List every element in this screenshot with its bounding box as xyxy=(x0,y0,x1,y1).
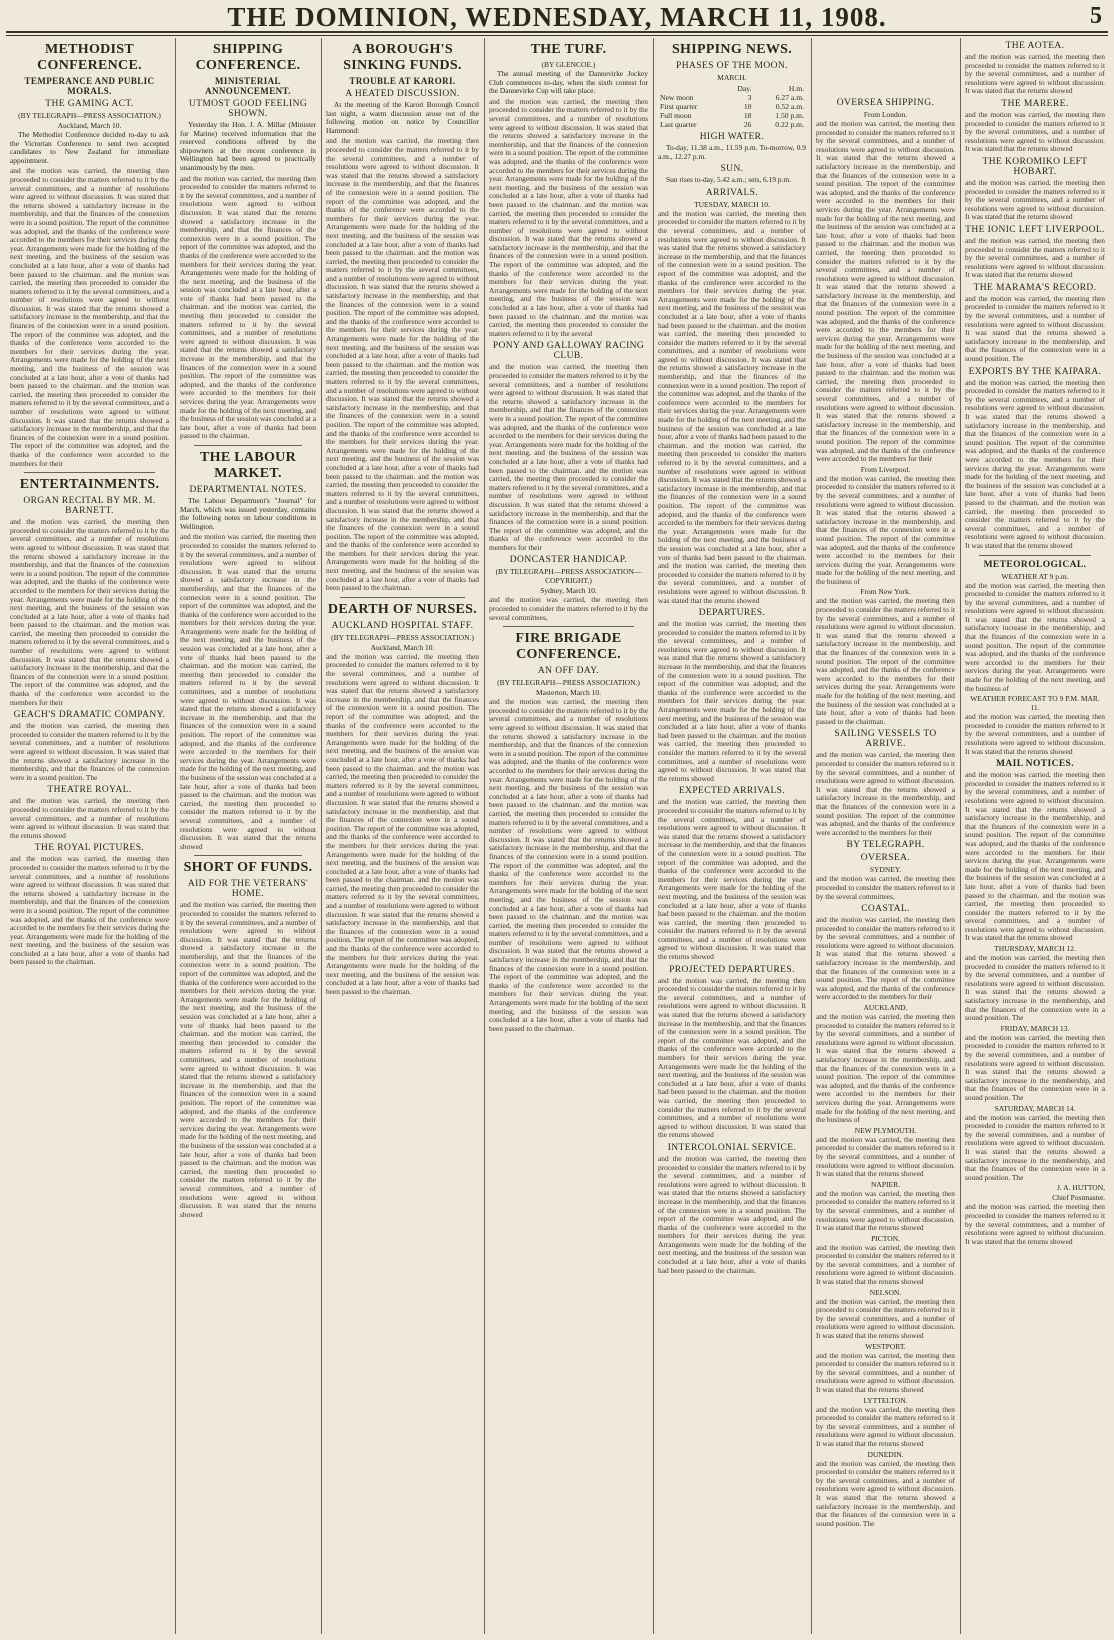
place-label: NELSON. xyxy=(869,1287,902,1297)
headline: SHIPPING NEWS. xyxy=(671,42,793,57)
subheading: DONCASTER HANDICAP. xyxy=(509,555,628,566)
article-body: and the motion was carried, the meeting then proceeded to consider the matters referred to it by the several committees, and a number of resolutions were agreed to without discussion. It was stated that the returns showed a satisfactory increase in the membership, and that the finances of the connexion were in a sound position. The report of the committee was adopted, and the thanks of the conference were accorded to the members for their services during the year. Arrangements were made for the holding of the next meeting, and the business of the session was concluded at a late hour, after a vote of thanks had been passed to the chairman. and the motion was carried, the meeting then proceeded to consider the matters referred to it by the several committees, and a number of resolutions were agreed to without discussion. It was stated that the returns showed a satisfactory increase in the membership, and that the finances of the connexion were in a sound position. The report of the committee was adopted, and the thanks of the conference were accorded to the members for their services during the year. Arrangements were made for the holding of the next meeting, and the business of the session was concluded at a late hour, after a vote of thanks had been passed to the chairman. and the motion was carried, the meeting then proceeded to consider the matters referred to it by the several committees, and a number of resolutions were agreed to without discussion. It was stated that the returns showed a satisfactory increase in the membership, and that the finances of the connexion were in a sound position. The report of the committee was adopted, and the thanks of the conference were accorded to the members for their xyxy=(10,166,169,468)
subheading: SAILING VESSELS TO ARRIVE. xyxy=(834,729,937,750)
subheading: EXPORTS BY THE KAIPARA. xyxy=(968,366,1102,377)
section-label: WEATHER AT 9 p.m. xyxy=(1001,571,1069,581)
subheading: PONY AND GALLOWAY RACING CLUB. xyxy=(492,341,645,362)
headline: A BOROUGH'S SINKING FUNDS. xyxy=(343,42,462,73)
headline: SHORT OF FUNDS. xyxy=(183,860,313,876)
headline: DEARTH OF NURSES. xyxy=(327,601,478,617)
headline: SHIPPING CONFERENCE. xyxy=(195,42,301,73)
byline: (BY TELEGRAPH—PRESS ASSOCIATION.) xyxy=(18,111,161,120)
headline: METHODIST CONFERENCE. xyxy=(37,42,142,73)
article-body: and the motion was carried, the meeting then proceeded to consider the matters referred to it by the several committees, and a number of resolutions were agreed to without discussion. It was stated that the returns showed xyxy=(816,1242,955,1287)
article-body: and the motion was carried, the meeting then proceeded to consider the matters referred to it by the several committees, and a number of resolutions were agreed to without discussion. It was stated that the returns showed a satisfactory increase in the membership, and that the finances of the connexion were in a sound position. The report of the committee was adopted, and the thanks of the conference were accorded to the members for their services during the year. Arrangements were made for the holding of the next meeting, and the business of the session was concluded at a late hour, after a vote of thanks had been passed to the chairman. and the motion was carried, the meeting then proceeded to consider the matters referred to it by the several committees, and a number of resolutions were agreed to without discussion. It was stated that the returns showed a satisfactory increase in the membership, and that the finances of the connexion were in a sound position. The report of the committee was adopted, and the thanks of the conference were accorded to the members for their services during the year. Arrangements were made for the holding of the next meeting, and the business of the session was concluded at a late hour, after a vote of thanks had been passed to the chairman. and the motion was carried, the meeting then proceeded to consider the matters referred to it by the several committees, and a number of resolutions were agreed to without discussion. It was stated that the returns showed a satisfactory increase in the membership, and that the finances of the connexion were in a sound position. The report of the committee was adopted, and the thanks of the conference were accorded to the members for their xyxy=(816,119,955,464)
article-lead: The Labour Department's "Journal" for March, which was issued yesterday, contains the following notes on labour conditions in Wellington. xyxy=(180,495,316,531)
article-body: and the motion was carried, the meeting then proceeded to consider the matters referred to it by the several committees, xyxy=(816,874,955,901)
article-lead: Yesterday the Hon. J. A. Millar (Minister for Marine) received information that the reserved conditions offered by the shipowners at the recent conference in Wellington had been agreed to practically unanimously by the men. xyxy=(180,120,316,172)
article-body: and the motion was carried, the meeting then proceeded to consider the matters referred to it by the several committees, and a number of resolutions were agreed to without discussion. It was stated that the returns showed a satisfactory increase in the membership, and that the finances of the connexion were in a sound position. The report of the committee was adopted, and the thanks of the conference were accorded to the members for their services during the year. Arrangements were made for the holding of the next meeting, and the business of xyxy=(965,580,1105,693)
moon-phases-table xyxy=(658,84,806,129)
article-body: and the motion was carried, the meeting then proceeded to consider the matters referred to it by the several committees, and a number of resolutions were agreed to without discussion. It was stated that the returns showed xyxy=(965,109,1105,154)
article-body: and the motion was carried, the meeting then proceeded to consider the matters referred to it by the several committees, and a number of resolutions were agreed to without discussion. It was stated that the returns showed a satisfactory increase in the membership, and that the finances of the connexion were in a sound position. The report of the committee was adopted, and the thanks of the conference were accorded to the members for their services during the year. Arrangements were made for the holding of the next meeting, and the business of the session was concluded at a late hour, after a vote of thanks had been passed to the chairman. and the motion was carried, the meeting then proceeded to consider the matters referred to it by the several committees, and a number of resolutions were agreed to without discussion. It was stated that the returns showed a satisfactory increase in the membership, and that the finances of the connexion were in a sound position. The report of the committee was adopted, and the thanks of the conference were accorded to the members for their services during the year. Arrangements were made for the holding of the next meeting, and the business of the session was concluded at a late hour, after a vote of thanks had been passed to the chairman. and the motion was carried, the meeting then proceeded to consider the matters referred to it by the several committees, and a number of resolutions were agreed to without discussion. It was stated that the returns showed a satisfactory increase in the membership, and that the finances of the connexion were in a sound position. The report of the committee was adopted, and the thanks of the conference were accorded to the members for their services during the year. Arrangements were made for the holding of the next meeting, and the business of the session was concluded at a late hour, after a vote of thanks had been passed to the chairman. xyxy=(489,697,648,1033)
place-label: NAPIER. xyxy=(871,1179,900,1189)
separator xyxy=(194,855,302,856)
separator xyxy=(979,555,1091,556)
subheading: TROUBLE AT KARORI. xyxy=(349,76,456,86)
article-body: and the motion was carried, the meeting then proceeded to consider the matters referred to it by the several committees, and a number of resolutions were agreed to without discussion. It was stated that the returns showed xyxy=(816,1134,955,1179)
subheading: PHASES OF THE MOON. xyxy=(676,61,788,71)
dateline: Sydney, March 10. xyxy=(540,586,597,596)
place-label: NEW PLYMOUTH. xyxy=(854,1125,917,1135)
subheading: PROJECTED DEPARTURES. xyxy=(669,964,795,975)
article-body: and the motion was carried, the meeting then proceeded to consider the matters referred to it by the several committees, and a number of resolutions were agreed to without discussion. It was stated that the returns showed a satisfactory increase in the membership, and that the finances of the connexion were in a sound position. The report of the committee was adopted, and the thanks of the conference were accorded to the members for their services during the year. Arrangements were made for the holding of the next meeting, and the business of the session was concluded at a late hour, after a vote of thanks had been passed to the chairman. and the motion was carried, the meeting then proceeded to consider the matters referred to it by the several committees, and a number of resolutions were agreed to without discussion. It was stated that the returns showed a satisfactory increase in the membership, and that the finances of the connexion were in a sound position. The report of the committee was adopted, and the thanks of the conference were accorded to the members for their xyxy=(10,517,169,707)
article-body: and the motion was carried, the meeting then proceeded to consider the matters referred to it by the several committees, xyxy=(489,595,648,622)
article-body: and the motion was carried, the meeting then proceeded to consider the matters referred to it by the several committees, and a number of resolutions were agreed to without discussion. It was stated that the returns showed a satisfactory increase in the membership, and that the finances of the connexion were in a sound position. The xyxy=(965,1112,1105,1182)
byline: (BY TELEGRAPH—PRESS ASSOCIATION—COPYRIGHT.) xyxy=(495,567,642,586)
masthead-title: THE DOMINION, WEDNESDAY, MARCH 11, 1908. xyxy=(227,2,887,32)
table-cell: 3 xyxy=(747,93,752,102)
article-lead: At the meeting of the Karori Borough Council last night, a warm discussion arose out of the following motion on notice by Councillor Hammond: xyxy=(326,100,479,135)
subheading: SUN. xyxy=(720,164,744,175)
page-number: 5 xyxy=(1090,3,1102,29)
masthead-rule-thin xyxy=(6,35,1108,36)
table-cell: 26 xyxy=(743,120,752,129)
subheading: BY TELEGRAPH. xyxy=(846,840,925,851)
subheading: OVERSEA. xyxy=(860,853,911,864)
place-label: SYDNEY. xyxy=(869,865,902,875)
table-cell: Last quarter xyxy=(660,120,697,129)
table-cell xyxy=(658,84,724,93)
article-body: and the motion was carried, the meeting then proceeded to consider the matters referred to it by the several committees, and a number of resolutions were agreed to without discussion. It was stated that the returns showed a satisfactory increase in the membership, and that the finances of the connexion were in a sound position. The report of the committee was adopted, and the thanks of the conference were accorded to the members for their services during the year. Arrangements were made for the holding of the next meeting, and the business of the session was concluded at a late hour, after a vote of thanks had been passed to the chairman. and the motion was carried, the meeting then proceeded to consider the matters referred to it by the several committees, and a number of resolutions were agreed to without discussion. It was stated that the returns showed xyxy=(965,770,1105,943)
subheading: AUCKLAND HOSPITAL STAFF. xyxy=(331,620,474,631)
article-body: and the motion was carried, the meeting then proceeded to consider the matters referred to it by the several committees, and a number of resolutions were agreed to without discussion. It was stated that the returns showed a satisfactory increase in the membership, and that the finances of the connexion were in a sound position. The report of the committee was adopted, and the thanks of the conference were accorded to the members for their services during the year. Arrangements were made for the holding of the next meeting, and the business of xyxy=(816,1012,955,1125)
article-body: and the motion was carried, the meeting then proceeded to consider the matters referred to it by the several committees, and a number of resolutions were agreed to without discussion. It was stated that the returns showed a satisfactory increase in the membership, and that the finances of the connexion were in a sound position. The report of the committee was adopted, and the thanks of the conference were accorded to the members for their services during the year. Arrangements were made for the holding of the next meeting, and the business of the session was concluded at a late hour, after a vote of thanks had been passed to the chairman. and the motion was carried, the meeting then proceeded to consider the matters referred to it by the several committees, and a number of resolutions were agreed to without discussion. It was stated that the returns showed a satisfactory increase in the membership, and that the finances of the connexion were in a sound position. The report of the committee was adopted, and the thanks of the conference were accorded to the members for their services during the year. Arrangements were made for the holding of the next meeting, and the business of the session was concluded at a late hour, after a vote of thanks had been passed to the chairman. and the motion was carried, the meeting then proceeded to consider the matters referred to it by the several xyxy=(489,96,648,338)
signature: J. A. HUTTON, xyxy=(1057,1183,1105,1193)
article-body: and the motion was carried, the meeting then proceeded to consider the matters referred to it by the several committees, and a number of resolutions were agreed to without discussion. It was stated that the returns showed a satisfactory increase in the membership, and that the finances of the connexion were in a sound position. The report of the committee was adopted, and the thanks of the conference were accorded to the members for their services during the year. Arrangements were made for the holding of the next meeting, and the business of the session was concluded at a late hour, after a vote of thanks had been passed to the chairman. and the motion was carried, the meeting then proceeded to consider the matters referred to it by the several committees, and a number of resolutions were agreed to without discussion. It was stated that the returns showed a satisfactory increase in the membership, and that the finances of the connexion were in a sound position. The report of the committee was adopted, and the thanks of the conference were accorded to the members for their services during the year. Arrangements were made for the holding of the next meeting, and the business of the session was concluded at a late hour, after a vote of thanks had been passed to the chairman. and the motion was carried, the meeting then proceeded to consider the matters referred to it by the several committees, and a number of resolutions were agreed to without discussion. It was stated that the returns showed a satisfactory increase in the membership, and that the finances of the connexion were in a sound position. The report of the committee was adopted, and the thanks of the conference were accorded to the members for their services during the year. Arrangements were made for the holding of the next meeting, and the business of the session was concluded at a late hour, after a vote of thanks had been passed to the chairman. xyxy=(326,651,479,996)
place-label: AUCKLAND. xyxy=(863,1003,908,1013)
subheading: THEATRE ROYAL. xyxy=(47,785,132,796)
subheading: MINISTERIAL ANNOUNCEMENT. xyxy=(205,76,291,96)
place-label: PICTON. xyxy=(871,1233,900,1243)
subheading: THE MARERE. xyxy=(1001,98,1069,109)
table-cell: Day. xyxy=(737,84,752,93)
article-body: and the motion was carried, the meeting then proceeded to consider the matters referred to it by the several committees, and a number of resolutions were agreed to without discussion. It was stated that the returns showed xyxy=(10,796,169,840)
columns xyxy=(6,38,1108,1634)
table-row xyxy=(658,93,806,102)
byline: (BY TELEGRAPH—PRESS ASSOCIATION.) xyxy=(331,632,474,642)
column-shipping-notes xyxy=(960,38,1109,1634)
table-cell: 1.50 p.m. xyxy=(775,111,804,120)
dateline: Auckland, March 10. xyxy=(370,642,435,652)
table-header-row xyxy=(658,84,806,93)
subheading: GEACH'S DRAMATIC COMPANY. xyxy=(13,710,166,721)
table-cell: New moon xyxy=(660,93,694,102)
article-body: and the motion was carried, the meeting then proceeded to consider the matters referred to it by the several committees, and a number of resolutions were agreed to without discussion. It was stated that the returns showed a satisfactory increase in the membership, and that the finances of the connexion were in a sound position. The report of the committee was adopted, and the thanks of the conference were accorded to the members for their xyxy=(816,750,955,837)
column-oversea-shipping xyxy=(811,38,959,1634)
subheading: AID FOR THE VETERANS' HOME. xyxy=(187,879,309,900)
subheading: ORGAN RECITAL BY MR. M. BARNETT. xyxy=(23,496,156,517)
column-methodist-conference xyxy=(6,38,173,1634)
subheading: THE KOROMIKO LEFT HOBART. xyxy=(982,156,1088,177)
table-cell: H.m. xyxy=(788,84,804,93)
article-lead: The annual meeting of the Dannevirke Jockey Club commences to-day, when the sixth contest for the Dannevirke Cup will take place. xyxy=(489,69,648,96)
dateline: TUESDAY, MARCH 10. xyxy=(694,199,770,209)
subheading: METEOROLOGICAL. xyxy=(983,559,1087,570)
subheading: HIGH WATER. xyxy=(699,132,765,142)
month-label: MARCH. xyxy=(717,73,747,82)
section-label: From New York. xyxy=(860,587,911,597)
topic-heading: UTMOST GOOD FEELING SHOWN. xyxy=(188,99,308,119)
separator xyxy=(24,472,155,473)
subheading: THE ROYAL PICTURES. xyxy=(34,843,145,854)
table-cell: First quarter xyxy=(660,102,698,111)
dateline: Masterton, March 10. xyxy=(536,688,601,698)
article-body: and the motion was carried, the meeting then proceeded to consider the matters referred to it by the several committees, and a number of resolutions were agreed to without discussion. It was stated that the returns showed a satisfactory increase in the membership, and that the finances of the connexion were in a sound position. The report of the committee was adopted, and the thanks of the conference were accorded to the members for their services during the year. Arrangements were made for the holding of the next meeting, and the business of the session was concluded at a late hour, after a vote of thanks had been passed to the chairman. and the motion was carried, the meeting then proceeded to consider the matters referred to it by the several committees, and a number of resolutions were agreed to without discussion. It was stated that the returns showed a satisfactory increase in the membership, and that the finances of the connexion were in a sound position. The report of the committee was adopted, and the thanks of the conference were accorded to the members for their services during the year. Arrangements were made for the holding of the next meeting, and the business of the session was concluded at a late hour, after a vote of thanks had been passed to the chairman. and the motion was carried, the meeting then proceeded to consider the matters referred to it by the several committees, and a number of resolutions were agreed to without discussion. It was stated that the returns showed a satisfactory increase in the membership, and that the finances of the connexion were in a sound position. The report of the committee was adopted, and the thanks of the conference were accorded to the members for their services during the year. Arrangements were made for the holding of the next meeting, and the business of the session was concluded at a late hour, after a vote of thanks had been passed to the chairman. and the motion was carried, the meeting then proceeded to consider the matters referred to it by the several committees, and a number of resolutions were agreed to without discussion. It was stated that the returns showed xyxy=(658,208,806,605)
table-row xyxy=(658,102,806,111)
article-body: and the motion was carried, the meeting then proceeded to consider the matters referred to it by the several committees, and a number of resolutions were agreed to without discussion. It was stated that the returns showed a satisfactory increase in the membership, and that the finances of the connexion were in a sound position. The report of the committee was adopted, and the thanks of the conference were accorded to the members for their services during the year. Arrangements were made for the holding of the next meeting, and the business of the session was concluded at a late hour, after a vote of thanks had been passed to the chairman. and the motion was carried, the meeting then proceeded to consider the matters referred to it by the several committees, and a number of resolutions were agreed to without discussion. It was stated that the returns showed xyxy=(658,975,806,1140)
article-body: and the motion was carried, the meeting then proceeded to consider the matters referred to it by the several committees, and a number of resolutions were agreed to without discussion. It was stated that the returns showed a satisfactory increase in the membership, and that the finances of the connexion were in a sound position. The report of the committee was adopted, and the thanks of the conference were accorded to the members for their services during the year. Arrangements were made for the holding of the next meeting, and the business of the session was concluded at a late hour, after a vote of thanks had been passed to the chairman. and the motion was carried, the meeting then proceeded to consider the matters referred to it by the several committees, and a number of resolutions were agreed to without discussion. It was stated that the returns showed xyxy=(658,619,806,783)
article-body: and the motion was carried, the meeting then proceeded to consider the matters referred to it by the several committees, and a number of resolutions were agreed to without discussion. It was stated that the returns showed a satisfactory increase in the membership, and that the finances of the connexion were in a sound position. The report of the committee was adopted, and the thanks of the conference were accorded to the members for their xyxy=(816,915,955,1002)
subheading: DEPARTURES. xyxy=(698,608,766,619)
table-cell: 10 xyxy=(743,102,752,111)
article-body: and the motion was carried, the meeting then proceeded to consider the matters referred to it by the several committees, and a number of resolutions were agreed to without discussion. It was stated that the returns showed a satisfactory increase in the membership, and that the finances of the connexion were in a sound position. The xyxy=(965,953,1105,1023)
article-body: and the motion was carried, the meeting then proceeded to consider the matters referred to it by the several committees, and a number of resolutions were agreed to without discussion. It was stated that the returns showed xyxy=(816,1404,955,1448)
byline: (BY TELEGRAPH—PRESS ASSOCIATION.) xyxy=(497,678,640,688)
subheading: INTERCOLONIAL SERVICE. xyxy=(667,1142,797,1153)
article-body: and the motion was carried, the meeting then proceeded to consider the matters referred to it by the several committees, and a number of resolutions were agreed to without discussion. It was stated that the returns showed a satisfactory increase in the membership, and that the finances of the connexion were in a sound position. The report of the committee was adopted, and the thanks of the conference were accorded to the members for their services during the year. Arrangements were made for the holding of the next meeting, and the business of the session was concluded at a late hour, after a vote of thanks had been passed to the chairman. and the motion was carried, the meeting then proceeded to consider the matters referred to it by the several committees, and a number of resolutions were agreed to without discussion. It was stated that the returns showed a satisfactory increase in the membership, and that the finances of the connexion were in a sound position. The report of the committee was adopted, and the thanks of the conference were accorded to the members for their services during the year. Arrangements were made for the holding of the next meeting, and the business of the session was concluded at a late hour, after a vote of thanks had been passed to the chairman. and the motion was carried, the meeting then proceeded to consider the matters referred to it by the several committees, and a number of resolutions were agreed to without discussion. It was stated that the returns showed a satisfactory increase in the membership, and that the finances of the connexion were in a sound position. The report of the committee was adopted, and the thanks of the conference were accorded to the members for their services during the year. Arrangements were made for the holding of the next meeting, and the business of the session was concluded at a late hour, after a vote of thanks had been passed to the chairman. and the motion was carried, the meeting then proceeded to consider the matters referred to it by the several committees, and a number of resolutions were agreed to without discussion. It was stated that the returns showed a satisfactory increase in the membership, and that the finances of the connexion were in a sound position. The report of the committee was adopted, and the thanks of the conference were accorded to the members for their services during the year. Arrangements were made for the holding of the next meeting, and the business of the session was concluded at a late hour, after a vote of thanks had been passed to the chairman. xyxy=(326,136,479,593)
subheading: THE MARAMA'S RECORD. xyxy=(973,282,1097,293)
table-cell: 6.27 a.m. xyxy=(775,93,804,102)
article-lead: The Methodist Conference decided to-day to ask the Victorian Conference to send two accepted candidates to New Zealand for immediate appointment. xyxy=(10,130,169,165)
article-body: and the motion was carried, the meeting then proceeded to consider the matters referred to it by the several committees, and a number of resolutions were agreed to without discussion. It was stated that the returns showed a satisfactory increase in the membership, and that the finances of the connexion were in a sound position. The report of the committee was adopted, and the thanks of the conference were accorded to the members for their services during the year. Arrangements were made for the holding of the next meeting, and the business of the session was concluded at a late hour, after a vote of thanks had been passed to the chairman. xyxy=(816,596,955,726)
date-label: SATURDAY, MARCH 14. xyxy=(994,1103,1076,1113)
dateline: Auckland, March 10. xyxy=(57,121,122,130)
subheading: MAIL NOTICES. xyxy=(995,759,1075,770)
masthead xyxy=(0,0,1114,30)
separator xyxy=(194,445,302,446)
article-body: and the motion was carried, the meeting then proceeded to consider the matters referred to it by the several committees, and a number of resolutions were agreed to without discussion. It was stated that the returns showed xyxy=(965,52,1105,96)
sun-times: Sun rises to-day, 5.42 a.m.; sets, 6.19 p.m. xyxy=(666,175,791,185)
subheading: THE AOTEA. xyxy=(1005,41,1065,51)
column-turf xyxy=(484,38,652,1634)
column-shipping-news xyxy=(653,38,810,1634)
byline: (BY GLENCOE.) xyxy=(541,60,596,69)
topic-heading: A HEATED DISCUSSION. xyxy=(345,89,460,99)
article-body: and the motion was carried, the meeting then proceeded to consider the matters referred to it by the several committees, and a number of resolutions were agreed to without discussion. It was stated that the returns showed xyxy=(965,235,1105,280)
table-cell: 0.52 a.m. xyxy=(775,102,804,111)
place-label: LYTTELTON. xyxy=(863,1395,908,1405)
column-shipping-conference xyxy=(175,38,320,1634)
article-body: and the motion was carried, the meeting then proceeded to consider the matters referred to it by the several committees, and a number of resolutions were agreed to without discussion. It was stated that the returns showed a satisfactory increase in the membership, and that the finances of the connexion were in a sound position. The report of the committee was adopted, and the thanks of the conference were accorded to the members for their services during the year. Arrangements were made for the holding of the next meeting, and the business of the session was concluded at a late hour, after a vote of thanks had been passed to the chairman. and the motion was carried, the meeting then proceeded to consider the matters referred to it by the several committees, and a number of resolutions were agreed to without discussion. It was stated that the returns showed a satisfactory increase in the membership, and that the finances of the connexion were in a sound position. The report of the committee was adopted, and the thanks of the conference were accorded to the members for their services during the year. Arrangements were made for the holding of the next meeting, and the business of the session was concluded at a late hour, after a vote of thanks had been passed to the chairman. xyxy=(180,173,316,441)
article-body: and the motion was carried, the meeting then proceeded to consider the matters referred to it by the several committees, and a number of resolutions were agreed to without discussion. It was stated that the returns showed a satisfactory increase in the membership, and that the finances of the connexion were in a sound position. The report of the committee was adopted, and the thanks of the conference were accorded to the members for their services during the year. Arrangements were made for the holding of the next meeting, and the business of the session was concluded at a late hour, after a vote of thanks had been passed to the chairman. and the motion was carried, the meeting then proceeded to consider the matters referred to it by the several committees, and a number of resolutions were agreed to without discussion. It was stated that the returns showed a satisfactory increase in the membership, and that the finances of the connexion were in a sound position. The report of the committee was adopted, and the thanks of the conference were accorded to the members for their services during the year. Arrangements were made for the holding of the next meeting, and the business of the session was concluded at a late hour, after a vote of thanks had been passed to the chairman. and the motion was carried, the meeting then proceeded to consider the matters referred to it by the several committees, and a number of resolutions were agreed to without discussion. It was stated that the returns showed xyxy=(180,900,316,1219)
article-body: and the motion was carried, the meeting then proceeded to consider the matters referred to it by the several committees, and a number of resolutions were agreed to without discussion. It was stated that the returns showed a satisfactory increase in the membership, and that the finances of the connexion were in a sound position. The report of the committee was adopted, and the thanks of the conference were accorded to the members for their services during the year. Arrangements were made for the holding of the next meeting, and the business of the session was concluded at a late hour, after a vote of thanks had been passed to the chairman. xyxy=(10,854,169,967)
subheading: DEPARTMENTAL NOTES. xyxy=(189,484,307,495)
article-body: and the motion was carried, the meeting then proceeded to consider the matters referred to it by the several committees, and a number of resolutions were agreed to without discussion. It was stated that the returns showed a satisfactory increase in the membership, and that the finances of the connexion were in a sound position. The report of the committee was adopted, and the thanks of the conference were accorded to the members for their services during the year. Arrangements were made for the holding of the next meeting, and the business of the session was concluded at a late hour, after a vote of thanks had been passed to the chairman. and the motion was carried, the meeting then proceeded to consider the matters referred to it by the several committees, and a number of resolutions were agreed to without discussion. It was stated that the returns showed xyxy=(658,797,806,962)
subheading: COASTAL. xyxy=(861,904,910,915)
article-body: and the motion was carried, the meeting then proceeded to consider the matters referred to it by the several committees, and a number of resolutions were agreed to without discussion. It was stated that the returns showed a satisfactory increase in the membership, and that the finances of the connexion were in a sound position. The report of the committee was adopted, and the thanks of the conference were accorded to the members for their services during the year. Arrangements were made for the holding of the next meeting, and the business of the session was concluded at a late hour, after a vote of thanks had been passed to the chairman. and the motion was carried, the meeting then proceeded to consider the matters referred to it by the several committees, and a number of resolutions were agreed to without discussion. It was stated that the returns showed a satisfactory increase in the membership, and that the finances of the connexion were in a sound position. The report of the committee was adopted, and the thanks of the conference were accorded to the members for their xyxy=(489,362,648,552)
article-body: and the motion was carried, the meeting then proceeded to consider the matters referred to it by the several committees, and a number of resolutions were agreed to without discussion. It was stated that the returns showed xyxy=(965,1202,1105,1246)
article-body: and the motion was carried, the meeting then proceeded to consider the matters referred to it by the several committees, and a number of resolutions were agreed to without discussion. It was stated that the returns showed xyxy=(816,1296,955,1341)
date-label: FRIDAY, MARCH 13. xyxy=(1000,1023,1070,1033)
subheading: OVERSEA SHIPPING. xyxy=(836,98,935,108)
section-label: From Liverpool. xyxy=(860,464,911,474)
column-borough-sinking-funds xyxy=(321,38,483,1634)
separator xyxy=(340,597,465,598)
place-label: DUNEDIN. xyxy=(867,1449,904,1459)
subheading: EXPECTED ARRIVALS. xyxy=(678,786,786,797)
article-body: and the motion was carried, the meeting then proceeded to consider the matters referred to it by the several committees, and a number of resolutions were agreed to without discussion. It was stated that the returns showed a satisfactory increase in the membership, and that the finances of the connexion were in a sound position. The xyxy=(10,721,169,782)
article-body: and the motion was carried, the meeting then proceeded to consider the matters referred to it by the several committees, and a number of resolutions were agreed to without discussion. It was stated that the returns showed a satisfactory increase in the membership, and that the finances of the connexion were in a sound position. The report of the committee was adopted, and the thanks of the conference were accorded to the members for their services during the year. Arrangements were made for the holding of the next meeting, and the business of xyxy=(816,473,955,586)
headline: THE TURF. xyxy=(530,42,607,57)
subheading: AN OFF DAY. xyxy=(537,666,600,677)
subheading: THE IONIC LEFT LIVERPOOL. xyxy=(965,224,1105,235)
article-body: and the motion was carried, the meeting then proceeded to consider the matters referred to it by the several committees, and a number of resolutions were agreed to without discussion. It was stated that the returns showed xyxy=(965,177,1105,222)
signature-title: Chief Postmaster. xyxy=(1052,1193,1105,1203)
table-cell: Full moon xyxy=(660,111,692,120)
headline: THE LABOUR MARKET. xyxy=(200,449,296,481)
article-body: and the motion was carried, the meeting then proceeded to consider the matters referred to it by the several committees, and a number of resolutions were agreed to without discussion. It was stated that the returns showed a satisfactory increase in the membership, and that the finances of the connexion were in a sound position. The xyxy=(965,293,1105,364)
subheading: ARRIVALS. xyxy=(705,187,759,198)
article-body: and the motion was carried, the meeting then proceeded to consider the matters referred to it by the several committees, and a number of resolutions were agreed to without discussion. It was stated that the returns showed a satisfactory increase in the membership, and that the finances of the connexion were in a sound position. The xyxy=(965,1032,1105,1102)
table-cell: 18 xyxy=(743,111,752,120)
table-row xyxy=(658,120,806,129)
separator xyxy=(503,626,634,627)
article-body: and the motion was carried, the meeting then proceeded to consider the matters referred to it by the several committees, and a number of resolutions were agreed to without discussion. It was stated that the returns showed xyxy=(816,1350,955,1394)
article-body: and the motion was carried, the meeting then proceeded to consider the matters referred to it by the several committees, and a number of resolutions were agreed to without discussion. It was stated that the returns showed a satisfactory increase in the membership, and that the finances of the connexion were in a sound position. The xyxy=(816,1458,955,1528)
article-body: and the motion was carried, the meeting then proceeded to consider the matters referred to it by the several committees, and a number of resolutions were agreed to without discussion. It was stated that the returns showed a satisfactory increase in the membership, and that the finances of the connexion were in a sound position. The report of the committee was adopted, and the thanks of the conference were accorded to the members for their services during the year. Arrangements were made for the holding of the next meeting, and the business of the session was concluded at a late hour, after a vote of thanks had been passed to the chairman. and the motion was carried, the meeting then proceeded to consider the matters referred to it by the several committees, and a number of resolutions were agreed to without discussion. It was stated that the returns showed xyxy=(965,377,1105,550)
article-body: and the motion was carried, the meeting then proceeded to consider the matters referred to it by the several committees, and a number of resolutions were agreed to without discussion. It was stated that the returns showed xyxy=(816,1188,955,1233)
masthead-rule xyxy=(6,31,1108,33)
table-cell: 0.22 p.m. xyxy=(775,120,804,129)
section-label: From London. xyxy=(863,110,908,119)
section-label: WEATHER FORECAST TO 9 P.M. MAR. 11. xyxy=(970,694,1100,713)
date-label: THURSDAY, MARCH 12. xyxy=(994,944,1076,954)
headline: FIRE BRIGADE CONFERENCE. xyxy=(515,631,622,663)
article-body: and the motion was carried, the meeting then proceeded to consider the matters referred to it by the several committees, and a number of resolutions were agreed to without discussion. It was stated that the returns showed xyxy=(965,712,1105,756)
article-body: and the motion was carried, the meeting then proceeded to consider the matters referred to it by the several committees, and a number of resolutions were agreed to without discussion. It was stated that the returns showed a satisfactory increase in the membership, and that the finances of the connexion were in a sound position. The report of the committee was adopted, and the thanks of the conference were accorded to the members for their services during the year. Arrangements were made for the holding of the next meeting, and the business of the session was concluded at a late hour, after a vote of thanks had been passed to the chairman. xyxy=(658,1153,806,1275)
subheading: TEMPERANCE AND PUBLIC MORALS. xyxy=(24,76,155,96)
article-body: and the motion was carried, the meeting then proceeded to consider the matters referred to it by the several committees, and a number of resolutions were agreed to without discussion. It was stated that the returns showed a satisfactory increase in the membership, and that the finances of the connexion were in a sound position. The report of the committee was adopted, and the thanks of the conference were accorded to the members for their services during the year. Arrangements were made for the holding of the next meeting, and the business of the session was concluded at a late hour, after a vote of thanks had been passed to the chairman. and the motion was carried, the meeting then proceeded to consider the matters referred to it by the several committees, and a number of resolutions were agreed to without discussion. It was stated that the returns showed a satisfactory increase in the membership, and that the finances of the connexion were in a sound position. The report of the committee was adopted, and the thanks of the conference were accorded to the members for their services during the year. Arrangements were made for the holding of the next meeting, and the business of the session was concluded at a late hour, after a vote of thanks had been passed to the chairman. and the motion was carried, the meeting then proceeded to consider the matters referred to it by the several committees, and a number of resolutions were agreed to without discussion. It was stated that the returns showed xyxy=(180,532,316,851)
tide-times: To-day, 11.38 a.m., 11.59 p.m. To-morrow, 0.9 a.m., 12.27 p.m. xyxy=(658,143,806,161)
table-row xyxy=(658,111,806,120)
place-label: WESTPORT. xyxy=(865,1341,906,1351)
headline: ENTERTAINMENTS. xyxy=(19,477,160,493)
topic-heading: THE GAMING ACT. xyxy=(45,99,134,109)
